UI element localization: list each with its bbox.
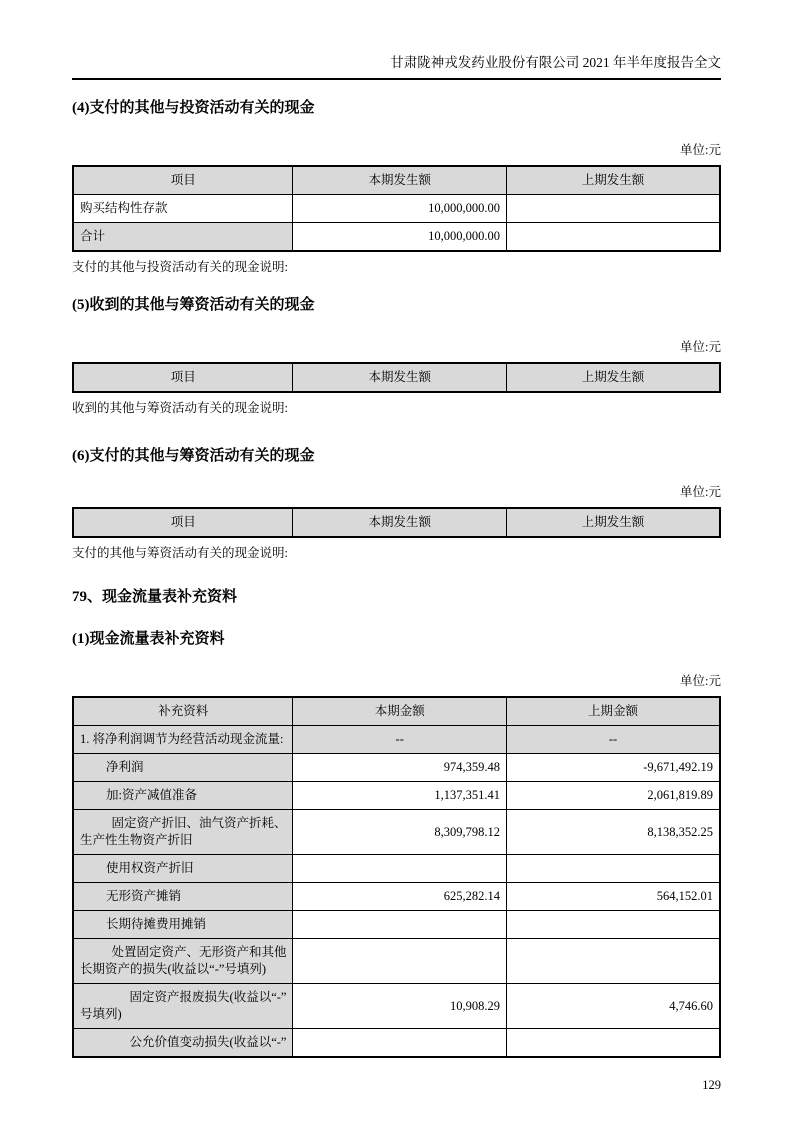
row-label: 处置固定资产、无形资产和其他 长期资产的损失(收益以“-”号填列) xyxy=(73,939,293,984)
amount-current: 8,309,798.12 xyxy=(293,810,507,855)
supplement-row xyxy=(73,939,720,984)
amount-prior xyxy=(506,223,720,252)
table-header-row xyxy=(73,697,720,726)
unit-label: 单位:元 xyxy=(680,674,721,688)
column-header-supplement: 补充资料 xyxy=(73,697,293,726)
unit-label: 单位:元 xyxy=(680,485,721,499)
supplement-row xyxy=(73,855,720,883)
amount-current: 974,359.48 xyxy=(293,754,507,782)
amount-current: 10,000,000.00 xyxy=(293,195,507,223)
row-label: 合计 xyxy=(73,223,293,252)
amount-current: -- xyxy=(293,726,507,754)
row-label: 1. 将净利润调节为经营活动现金流量: xyxy=(73,726,293,754)
section-5-heading: (5)收到的其他与筹资活动有关的现金 xyxy=(72,297,315,313)
row-label: 无形资产摊销 xyxy=(73,883,293,911)
table-header-row xyxy=(73,508,720,537)
amount-prior: 2,061,819.89 xyxy=(506,782,720,810)
row-label: 固定资产折旧、油气资产折耗、 生产性生物资产折旧 xyxy=(73,810,293,855)
supplement-row xyxy=(73,754,720,782)
supplement-row xyxy=(73,911,720,939)
column-header-current: 本期发生额 xyxy=(293,166,507,195)
row-label: 长期待摊费用摊销 xyxy=(73,911,293,939)
supplement-row xyxy=(73,984,720,1029)
table-header-row xyxy=(73,166,720,195)
section-79-sub-heading: (1)现金流量表补充资料 xyxy=(72,631,225,647)
column-header-prior: 上期发生额 xyxy=(506,166,720,195)
amount-prior: 8,138,352.25 xyxy=(506,810,720,855)
amount-prior xyxy=(506,855,720,883)
column-header-prior: 上期金额 xyxy=(506,697,720,726)
amount-current: 10,908.29 xyxy=(293,984,507,1029)
row-label: 使用权资产折旧 xyxy=(73,855,293,883)
section-4-note: 支付的其他与投资活动有关的现金说明: xyxy=(72,260,288,274)
row-label: 净利润 xyxy=(73,754,293,782)
section-6-note: 支付的其他与筹资活动有关的现金说明: xyxy=(72,546,288,560)
amount-current xyxy=(293,911,507,939)
supplement-row xyxy=(73,726,720,754)
table-row xyxy=(73,195,720,223)
supplement-row xyxy=(73,1029,720,1058)
supplement-row xyxy=(73,782,720,810)
section-5-table xyxy=(72,362,721,393)
row-label: 加:资产减值准备 xyxy=(73,782,293,810)
column-header-item: 项目 xyxy=(73,166,293,195)
table-row-total xyxy=(73,223,720,252)
row-label: 公允价值变动损失(收益以“-” xyxy=(73,1029,293,1058)
section-4-table xyxy=(72,165,721,252)
supplement-row xyxy=(73,810,720,855)
amount-prior xyxy=(506,939,720,984)
section-5-note: 收到的其他与筹资活动有关的现金说明: xyxy=(72,401,288,415)
row-label: 购买结构性存款 xyxy=(73,195,293,223)
supplement-table xyxy=(72,696,721,1058)
column-header-current: 本期发生额 xyxy=(293,363,507,392)
amount-prior xyxy=(506,1029,720,1058)
supplement-row xyxy=(73,883,720,911)
section-6-heading: (6)支付的其他与筹资活动有关的现金 xyxy=(72,448,315,464)
column-header-item: 项目 xyxy=(73,363,293,392)
document-header-title: 甘肃陇神戎发药业股份有限公司 2021 年半年度报告全文 xyxy=(72,0,721,80)
amount-current xyxy=(293,855,507,883)
amount-prior xyxy=(506,911,720,939)
page-number: 129 xyxy=(702,1078,721,1092)
amount-current: 10,000,000.00 xyxy=(293,223,507,252)
section-79-heading: 79、现金流量表补充资料 xyxy=(72,589,238,605)
amount-prior: -9,671,492.19 xyxy=(506,754,720,782)
unit-label: 单位:元 xyxy=(680,340,721,354)
table-header-row xyxy=(73,363,720,392)
amount-current xyxy=(293,1029,507,1058)
column-header-current: 本期金额 xyxy=(293,697,507,726)
unit-label: 单位:元 xyxy=(680,143,721,157)
column-header-current: 本期发生额 xyxy=(293,508,507,537)
amount-current: 625,282.14 xyxy=(293,883,507,911)
column-header-prior: 上期发生额 xyxy=(506,363,720,392)
amount-prior: -- xyxy=(506,726,720,754)
column-header-item: 项目 xyxy=(73,508,293,537)
amount-prior: 4,746.60 xyxy=(506,984,720,1029)
amount-prior xyxy=(506,195,720,223)
amount-current xyxy=(293,939,507,984)
section-6-table xyxy=(72,507,721,538)
column-header-prior: 上期发生额 xyxy=(506,508,720,537)
row-label: 固定资产报废损失(收益以“-” 号填列) xyxy=(73,984,293,1029)
amount-current: 1,137,351.41 xyxy=(293,782,507,810)
amount-prior: 564,152.01 xyxy=(506,883,720,911)
section-4-heading: (4)支付的其他与投资活动有关的现金 xyxy=(72,100,315,116)
